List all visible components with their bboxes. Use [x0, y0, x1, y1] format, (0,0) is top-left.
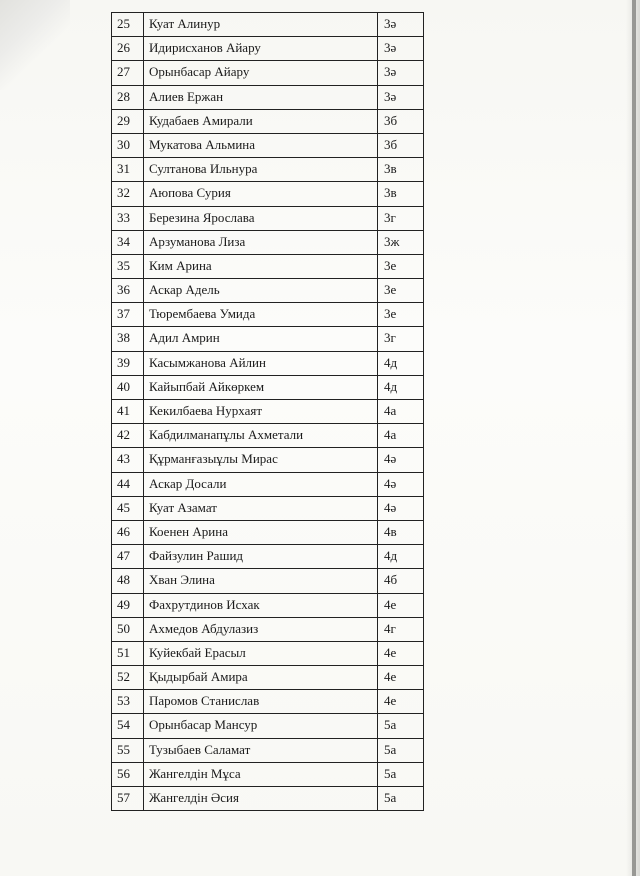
table-row	[112, 133, 424, 157]
row-number-cell: 54	[112, 714, 144, 738]
student-list-table	[111, 12, 424, 811]
class-cell: 4ә	[378, 472, 424, 496]
class-cell: 3б	[378, 109, 424, 133]
student-name-cell: Аскар Досали	[144, 472, 378, 496]
table-row	[112, 424, 424, 448]
class-cell: 3б	[378, 133, 424, 157]
class-cell: 4е	[378, 641, 424, 665]
class-cell: 4е	[378, 690, 424, 714]
class-cell: 3ж	[378, 230, 424, 254]
table-row	[112, 37, 424, 61]
student-name-cell: Мукатова Альмина	[144, 133, 378, 157]
row-number-cell: 41	[112, 400, 144, 424]
row-number-cell: 51	[112, 641, 144, 665]
student-name-cell: Аскар Адель	[144, 279, 378, 303]
student-name-cell: Идирисханов Айару	[144, 37, 378, 61]
class-cell: 4в	[378, 520, 424, 544]
student-name-cell: Кудабаев Амирали	[144, 109, 378, 133]
row-number-cell: 37	[112, 303, 144, 327]
row-number-cell: 39	[112, 351, 144, 375]
student-name-cell: Кабдилманапұлы Ахметали	[144, 424, 378, 448]
class-cell: 4д	[378, 375, 424, 399]
table-row	[112, 85, 424, 109]
table-row	[112, 61, 424, 85]
student-name-cell: Аюпова Сурия	[144, 182, 378, 206]
scan-edge-line	[632, 0, 636, 876]
table-row	[112, 254, 424, 278]
row-number-cell: 46	[112, 520, 144, 544]
class-cell: 4б	[378, 569, 424, 593]
class-cell: 4а	[378, 424, 424, 448]
row-number-cell: 53	[112, 690, 144, 714]
row-number-cell: 34	[112, 230, 144, 254]
row-number-cell: 43	[112, 448, 144, 472]
student-name-cell: Султанова Ильнура	[144, 158, 378, 182]
class-cell: 4г	[378, 617, 424, 641]
student-name-cell: Березина Ярослава	[144, 206, 378, 230]
class-cell: 4е	[378, 666, 424, 690]
student-name-cell: Адил Амрин	[144, 327, 378, 351]
class-cell: 3ә	[378, 61, 424, 85]
student-name-cell: Ким Арина	[144, 254, 378, 278]
table-row	[112, 472, 424, 496]
table-row	[112, 569, 424, 593]
student-name-cell: Алиев Ержан	[144, 85, 378, 109]
table-row	[112, 158, 424, 182]
row-number-cell: 30	[112, 133, 144, 157]
table-row	[112, 496, 424, 520]
student-name-cell: Куат Азамат	[144, 496, 378, 520]
row-number-cell: 47	[112, 545, 144, 569]
table-row	[112, 762, 424, 786]
student-name-cell: Тюрембаева Умида	[144, 303, 378, 327]
table-row	[112, 303, 424, 327]
table-row	[112, 593, 424, 617]
class-cell: 3е	[378, 303, 424, 327]
row-number-cell: 52	[112, 666, 144, 690]
row-number-cell: 31	[112, 158, 144, 182]
student-name-cell: Касымжанова Айлин	[144, 351, 378, 375]
table-row	[112, 182, 424, 206]
row-number-cell: 36	[112, 279, 144, 303]
table-row	[112, 545, 424, 569]
class-cell: 3ә	[378, 13, 424, 37]
row-number-cell: 42	[112, 424, 144, 448]
student-name-cell: Куйекбай Ерасыл	[144, 641, 378, 665]
student-name-cell: Кекилбаева Нурхаят	[144, 400, 378, 424]
table-row	[112, 738, 424, 762]
row-number-cell: 35	[112, 254, 144, 278]
table-body	[112, 13, 424, 811]
table-row	[112, 279, 424, 303]
table-row	[112, 230, 424, 254]
class-cell: 3ә	[378, 37, 424, 61]
class-cell: 3ә	[378, 85, 424, 109]
table-row	[112, 327, 424, 351]
table-row	[112, 351, 424, 375]
class-cell: 3г	[378, 327, 424, 351]
row-number-cell: 27	[112, 61, 144, 85]
row-number-cell: 28	[112, 85, 144, 109]
student-name-cell: Хван Элина	[144, 569, 378, 593]
row-number-cell: 57	[112, 787, 144, 811]
class-cell: 5а	[378, 762, 424, 786]
student-name-cell: Жангелдін Мұса	[144, 762, 378, 786]
row-number-cell: 55	[112, 738, 144, 762]
class-cell: 5а	[378, 738, 424, 762]
row-number-cell: 44	[112, 472, 144, 496]
table-row	[112, 448, 424, 472]
student-name-cell: Кайыпбай Айкөркем	[144, 375, 378, 399]
row-number-cell: 29	[112, 109, 144, 133]
row-number-cell: 56	[112, 762, 144, 786]
class-cell: 4ә	[378, 496, 424, 520]
student-name-cell: Ахмедов Абдулазиз	[144, 617, 378, 641]
row-number-cell: 48	[112, 569, 144, 593]
table-row	[112, 13, 424, 37]
class-cell: 3г	[378, 206, 424, 230]
table-row	[112, 617, 424, 641]
class-cell: 5а	[378, 787, 424, 811]
row-number-cell: 26	[112, 37, 144, 61]
row-number-cell: 50	[112, 617, 144, 641]
class-cell: 4ә	[378, 448, 424, 472]
row-number-cell: 38	[112, 327, 144, 351]
table-row	[112, 714, 424, 738]
row-number-cell: 25	[112, 13, 144, 37]
table-row	[112, 109, 424, 133]
student-name-cell: Жангелдін Әсия	[144, 787, 378, 811]
student-name-cell: Орынбасар Айару	[144, 61, 378, 85]
table-row	[112, 666, 424, 690]
student-name-cell: Қыдырбай Амира	[144, 666, 378, 690]
student-name-cell: Паромов Станислав	[144, 690, 378, 714]
class-cell: 4е	[378, 593, 424, 617]
student-name-cell: Арзуманова Лиза	[144, 230, 378, 254]
class-cell: 3в	[378, 182, 424, 206]
row-number-cell: 40	[112, 375, 144, 399]
row-number-cell: 45	[112, 496, 144, 520]
row-number-cell: 33	[112, 206, 144, 230]
table-row	[112, 206, 424, 230]
class-cell: 3е	[378, 254, 424, 278]
table-row	[112, 641, 424, 665]
student-name-cell: Тузыбаев Саламат	[144, 738, 378, 762]
table-row	[112, 787, 424, 811]
table-row	[112, 400, 424, 424]
student-name-cell: Фахрутдинов Исхак	[144, 593, 378, 617]
class-cell: 4д	[378, 545, 424, 569]
table-row	[112, 375, 424, 399]
class-cell: 4а	[378, 400, 424, 424]
student-name-cell: Файзулин Рашид	[144, 545, 378, 569]
row-number-cell: 49	[112, 593, 144, 617]
row-number-cell: 32	[112, 182, 144, 206]
class-cell: 3в	[378, 158, 424, 182]
student-name-cell: Құрманғазыұлы Мирас	[144, 448, 378, 472]
student-name-cell: Орынбасар Мансур	[144, 714, 378, 738]
class-cell: 3е	[378, 279, 424, 303]
student-name-cell: Коенен Арина	[144, 520, 378, 544]
student-name-cell: Куат Алинур	[144, 13, 378, 37]
page-fold-shadow	[0, 0, 70, 90]
class-cell: 4д	[378, 351, 424, 375]
class-cell: 5а	[378, 714, 424, 738]
table-row	[112, 690, 424, 714]
table-row	[112, 520, 424, 544]
